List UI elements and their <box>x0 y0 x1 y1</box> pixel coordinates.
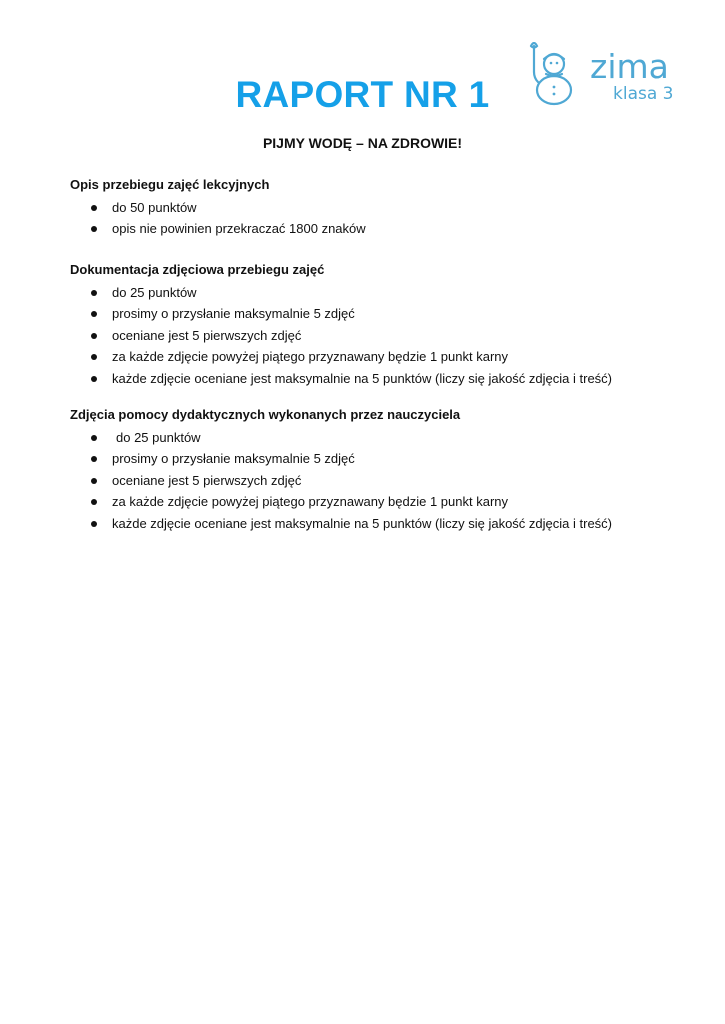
list-item: do 25 punktów <box>70 427 670 448</box>
list-item: prosimy o przysłanie maksymalnie 5 zdjęć <box>70 448 670 469</box>
section-heading: Dokumentacja zdjęciowa przebiegu zajęć <box>70 262 325 277</box>
section-heading: Zdjęcia pomocy dydaktycznych wykonanych przez nauczyciela <box>70 407 461 422</box>
criteria-list <box>70 427 670 534</box>
list-item: za każde zdjęcie powyżej piątego przyznawany będzie 1 punkt karny <box>70 346 670 367</box>
list-item: do 25 punktów <box>70 282 670 303</box>
section-heading: Opis przebiegu zajęć lekcyjnych <box>70 177 270 192</box>
criteria-list <box>70 282 670 389</box>
section-lesson-description <box>70 176 670 240</box>
list-item: prosimy o przysłanie maksymalnie 5 zdjęć <box>70 303 670 324</box>
criteria-list <box>70 197 670 240</box>
page-subtitle: PIJMY WODĘ – NA ZDROWIE! <box>262 135 463 151</box>
list-item: oceniane jest 5 pierwszych zdjęć <box>70 470 670 491</box>
list-item: oceniane jest 5 pierwszych zdjęć <box>70 325 670 346</box>
logo-word: zima <box>590 47 669 86</box>
list-item: każde zdjęcie oceniane jest maksymalnie na 5 punktów (liczy się jakość zdjęcia i treść) <box>70 513 670 534</box>
logo-subtitle: klasa 3 <box>613 84 674 104</box>
list-item: każde zdjęcie oceniane jest maksymalnie na 5 punktów (liczy się jakość zdjęcia i treść) <box>70 368 670 389</box>
list-item: do 50 punktów <box>70 197 670 218</box>
list-item: za każde zdjęcie powyżej piątego przyznawany będzie 1 punkt karny <box>70 491 670 512</box>
list-item: opis nie powinien przekraczać 1800 znaków <box>70 218 670 239</box>
page-title: RAPORT NR 1 <box>235 74 490 115</box>
section-teaching-aids-photos <box>70 406 670 534</box>
section-photo-documentation <box>70 261 670 389</box>
